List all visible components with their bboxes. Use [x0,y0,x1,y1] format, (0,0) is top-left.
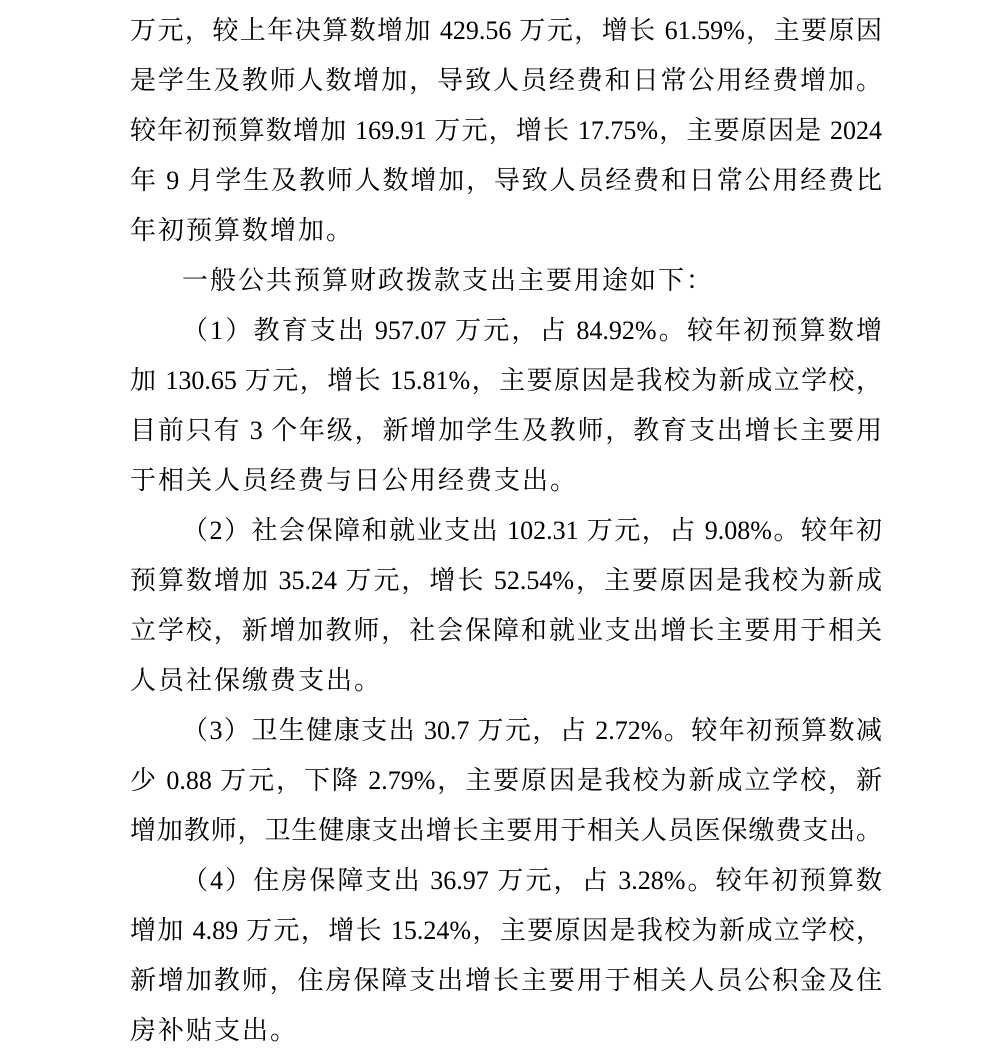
paragraph [130,256,882,306]
text-line: （4）住房保障支出 36.97 万元，占 3.28%。较年初预算数 [182,866,882,895]
text-line: 较年初预算数增加 169.91 万元，增长 17.75%，主要原因是 2024 [130,116,882,145]
paragraph [130,706,882,856]
text-line: 立学校，新增加教师，社会保障和就业支出增长主要用于相关 [130,616,882,645]
report-body-text [130,6,882,1056]
paragraph [130,856,882,1056]
text-line: 房补贴支出。 [130,1016,299,1045]
text-line: 于相关人员经费与日公用经费支出。 [130,466,579,495]
text-line: 年初预算数增加。 [130,216,355,245]
text-line: 新增加教师，住房保障支出增长主要用于相关人员公积金及住 [130,966,882,995]
text-line: 万元，较上年决算数增加 429.56 万元，增长 61.59%，主要原因 [130,16,882,45]
text-line: 增加 4.89 万元，增长 15.24%，主要原因是我校为新成立学校， [130,916,882,945]
text-line: 目前只有 3 个年级，新增加学生及教师，教育支出增长主要用 [130,416,882,445]
text-line: 少 0.88 万元，下降 2.79%，主要原因是我校为新成立学校，新 [130,766,882,795]
text-line: （1）教育支出 957.07 万元，占 84.92%。较年初预算数增 [182,316,882,345]
text-line: 人员社保缴费支出。 [130,666,383,695]
text-line: 增加教师，卫生健康支出增长主要用于相关人员医保缴费支出。 [130,816,882,845]
paragraph [130,6,882,256]
text-line: 是学生及教师人数增加，导致人员经费和日常公用经费增加。 [130,66,882,95]
text-line: （2）社会保障和就业支出 102.31 万元，占 9.08%。较年初 [182,516,882,545]
text-line: 一般公共预算财政拨款支出主要用途如下： [182,266,715,295]
paragraph [130,306,882,506]
paragraph [130,506,882,706]
text-line: 年 9 月学生及教师人数增加，导致人员经费和日常公用经费比 [130,166,882,195]
text-line: 加 130.65 万元，增长 15.81%，主要原因是我校为新成立学校， [130,366,882,395]
text-line: （3）卫生健康支出 30.7 万元，占 2.72%。较年初预算数减 [182,716,882,745]
text-line: 预算数增加 35.24 万元，增长 52.54%，主要原因是我校为新成 [130,566,882,595]
